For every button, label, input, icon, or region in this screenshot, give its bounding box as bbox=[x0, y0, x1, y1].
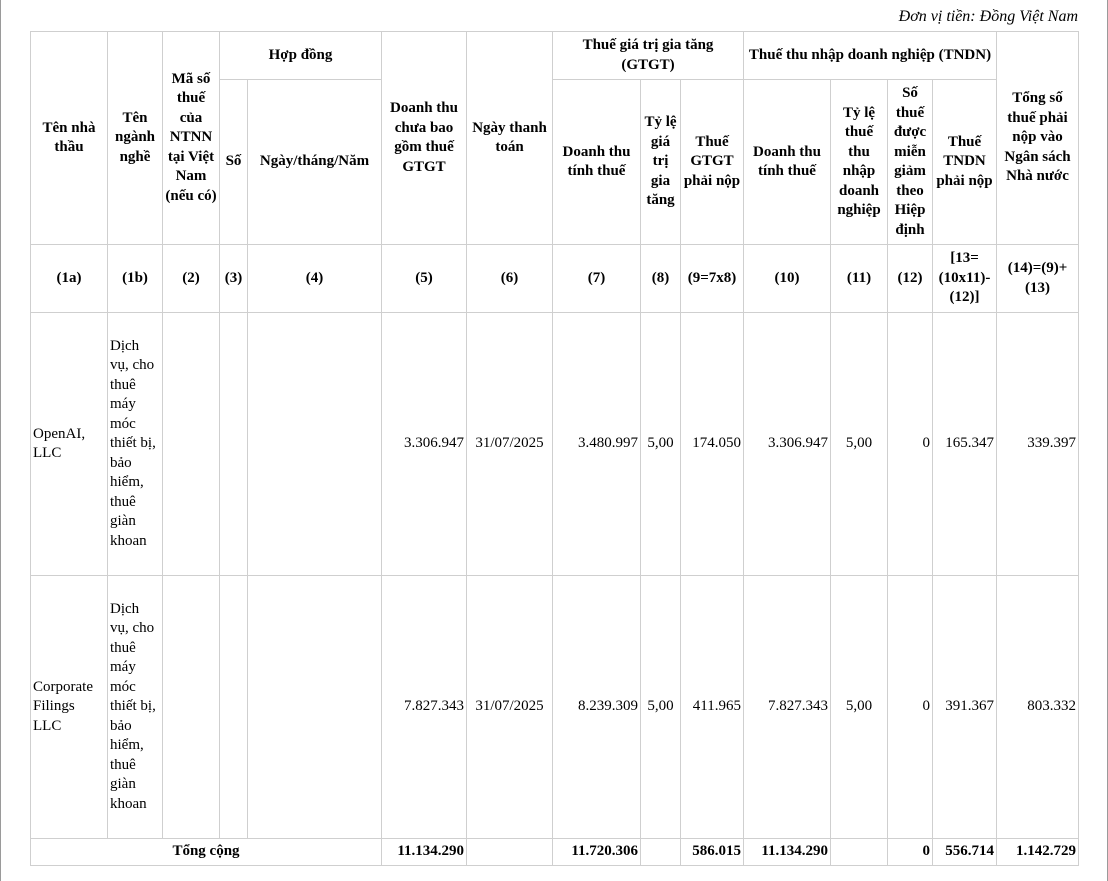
total-cit-taxable-revenue: 11.134.290 bbox=[744, 839, 831, 866]
header-cit-payable: Thuế TNDN phải nộp bbox=[933, 80, 997, 245]
column-number: (4) bbox=[248, 245, 382, 313]
column-number: (2) bbox=[163, 245, 220, 313]
header-contract-date: Ngày/tháng/Năm bbox=[248, 80, 382, 245]
column-number: [13=(10x11)-(12)] bbox=[933, 245, 997, 313]
header-cit-rate: Tỷ lệ thuế thu nhập doanh nghiệp bbox=[831, 80, 888, 245]
column-number: (9=7x8) bbox=[681, 245, 744, 313]
industry-name: Dịch vụ, cho thuê máy móc thiết bị, bảo hiểm, thuê giàn khoan bbox=[108, 313, 163, 576]
header-revenue-excl-vat: Doanh thu chưa bao gồm thuế GTGT bbox=[382, 32, 467, 245]
column-number: (6) bbox=[467, 245, 553, 313]
cit-exempt: 0 bbox=[888, 576, 933, 839]
vat-taxable-revenue: 8.239.309 bbox=[553, 576, 641, 839]
header-cit-exempt: Số thuế được miễn giảm theo Hiệp định bbox=[888, 80, 933, 245]
total-cit-payable: 556.714 bbox=[933, 839, 997, 866]
column-number: (14)=(9)+(13) bbox=[997, 245, 1079, 313]
header-total-payable: Tổng số thuế phải nộp vào Ngân sách Nhà nước bbox=[997, 32, 1079, 245]
vat-payable: 411.965 bbox=[681, 576, 744, 839]
contract-number bbox=[220, 576, 248, 839]
vat-rate: 5,00 bbox=[641, 576, 681, 839]
table-row bbox=[31, 576, 1079, 839]
total-empty-cell bbox=[641, 839, 681, 866]
viewer-left-border bbox=[0, 0, 1, 881]
column-number: (3) bbox=[220, 245, 248, 313]
cit-taxable-revenue: 3.306.947 bbox=[744, 313, 831, 576]
column-number: (5) bbox=[382, 245, 467, 313]
column-number: (1a) bbox=[31, 245, 108, 313]
contract-date bbox=[248, 313, 382, 576]
industry-name: Dịch vụ, cho thuê máy móc thiết bị, bảo hiểm, thuê giàn khoan bbox=[108, 576, 163, 839]
tax-code bbox=[163, 313, 220, 576]
contractor-name: OpenAI, LLC bbox=[31, 313, 108, 576]
contractor-tax-table bbox=[30, 31, 1079, 866]
total-empty-cell bbox=[831, 839, 888, 866]
header-cit-group: Thuế thu nhập doanh nghiệp (TNDN) bbox=[744, 32, 997, 80]
header-contract-number: Số bbox=[220, 80, 248, 245]
total-vat-payable: 586.015 bbox=[681, 839, 744, 866]
vat-rate: 5,00 bbox=[641, 313, 681, 576]
header-vat-group: Thuế giá trị gia tăng (GTGT) bbox=[553, 32, 744, 80]
vat-taxable-revenue: 3.480.997 bbox=[553, 313, 641, 576]
payment-date: 31/07/2025 bbox=[467, 576, 553, 839]
total-empty-cell bbox=[467, 839, 553, 866]
total-label: Tổng cộng bbox=[31, 839, 382, 866]
cit-payable: 165.347 bbox=[933, 313, 997, 576]
contract-date bbox=[248, 576, 382, 839]
header-contractor-name: Tên nhà thầu bbox=[31, 32, 108, 245]
header-vat-rate: Tỷ lệ giá trị gia tăng bbox=[641, 80, 681, 245]
cit-exempt: 0 bbox=[888, 313, 933, 576]
column-number: (1b) bbox=[108, 245, 163, 313]
header-payment-date: Ngày thanh toán bbox=[467, 32, 553, 245]
payment-date: 31/07/2025 bbox=[467, 313, 553, 576]
cit-payable: 391.367 bbox=[933, 576, 997, 839]
total-payable: 339.397 bbox=[997, 313, 1079, 576]
header-vat-payable: Thuế GTGT phải nộp bbox=[681, 80, 744, 245]
header-tax-code: Mã số thuế của NTNN tại Việt Nam (nếu có) bbox=[163, 32, 220, 245]
column-number-row bbox=[31, 245, 1079, 313]
column-number: (7) bbox=[553, 245, 641, 313]
total-payable: 803.332 bbox=[997, 576, 1079, 839]
header-vat-taxable-revenue: Doanh thu tính thuế bbox=[553, 80, 641, 245]
tax-code bbox=[163, 576, 220, 839]
column-number: (12) bbox=[888, 245, 933, 313]
cit-rate: 5,00 bbox=[831, 576, 888, 839]
revenue-excl-vat: 3.306.947 bbox=[382, 313, 467, 576]
revenue-excl-vat: 7.827.343 bbox=[382, 576, 467, 839]
column-number: (11) bbox=[831, 245, 888, 313]
total-revenue-excl-vat: 11.134.290 bbox=[382, 839, 467, 866]
total-vat-taxable-revenue: 11.720.306 bbox=[553, 839, 641, 866]
cit-rate: 5,00 bbox=[831, 313, 888, 576]
header-contract-group: Hợp đồng bbox=[220, 32, 382, 80]
currency-unit-note: Đơn vị tiền: Đồng Việt Nam bbox=[898, 8, 1078, 25]
column-number: (8) bbox=[641, 245, 681, 313]
cit-taxable-revenue: 7.827.343 bbox=[744, 576, 831, 839]
header-cit-taxable-revenue: Doanh thu tính thuế bbox=[744, 80, 831, 245]
total-total-payable: 1.142.729 bbox=[997, 839, 1079, 866]
contract-number bbox=[220, 313, 248, 576]
table-row bbox=[31, 313, 1079, 576]
total-row bbox=[31, 839, 1079, 866]
contractor-name: Corporate Filings LLC bbox=[31, 576, 108, 839]
column-number: (10) bbox=[744, 245, 831, 313]
header-industry: Tên ngành nghề bbox=[108, 32, 163, 245]
vat-payable: 174.050 bbox=[681, 313, 744, 576]
total-cit-exempt: 0 bbox=[888, 839, 933, 866]
